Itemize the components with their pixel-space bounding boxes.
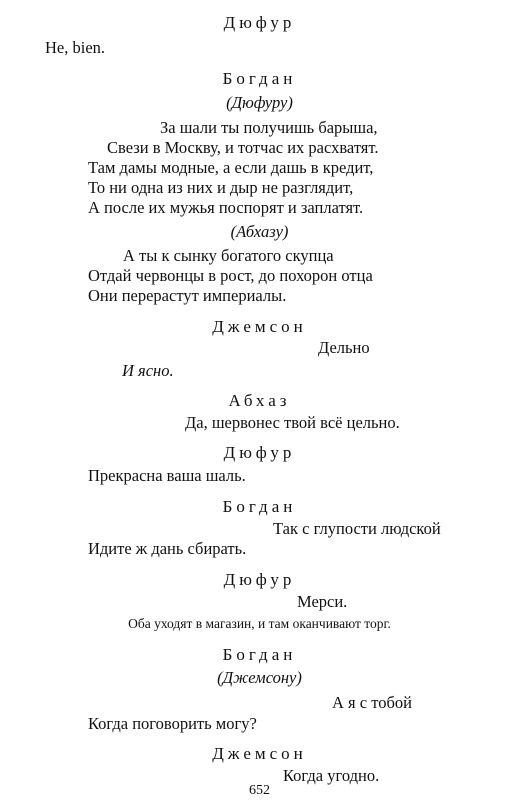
verse-line: Так с глупости людской — [273, 519, 441, 538]
verse-line: А я с тобой — [332, 693, 412, 712]
speaker-name: Богдан — [222, 645, 297, 664]
dialogue-line: Когда угодно. — [283, 766, 380, 785]
stage-direction: (Дюфуру) — [226, 93, 293, 112]
stage-direction: (Абхазу) — [230, 222, 289, 241]
dialogue-line: Да, шервонес твой всё цельно. — [185, 413, 400, 432]
speaker-name: Дюфур — [223, 13, 296, 32]
speaker-name: Богдан — [222, 69, 297, 88]
verse-line: А ты к сынку богатого скупца — [123, 246, 334, 265]
speaker-name: Богдан — [222, 497, 297, 516]
dialogue-line: Прекрасна ваша шаль. — [88, 466, 246, 485]
speaker-name: Абхаз — [228, 391, 291, 410]
speaker-name: Дюфур — [223, 570, 296, 589]
verse-line: Когда поговорить могу? — [88, 714, 257, 733]
stage-direction: Оба уходят в магазин, и там оканчивают торг. — [128, 616, 391, 631]
verse-line: То ни одна из них и дыр не разглядит, — [88, 178, 354, 197]
dialogue-line: Дельно — [318, 338, 370, 357]
speaker-name: Джемсон — [212, 744, 307, 763]
verse-line: За шали ты получишь барыша, — [160, 118, 378, 137]
verse-line: Отдай червонцы в рост, до похорон отца — [88, 266, 373, 285]
dialogue-line: Не, bien. — [45, 38, 106, 57]
verse-line: А после их мужья поспорят и заплатят. — [88, 198, 364, 217]
stage-direction: (Джемсону) — [217, 668, 302, 687]
verse-line: Идите ж дань сбирать. — [88, 539, 247, 558]
verse-line: Свези в Москву, и тотчас их расхватят. — [107, 138, 379, 157]
dialogue-line: Мерси. — [297, 592, 348, 611]
speaker-name: Джемсон — [212, 317, 307, 336]
speaker-name: Дюфур — [223, 443, 296, 462]
verse-line: Они перерастут империалы. — [88, 286, 287, 305]
page-number: 652 — [249, 783, 270, 798]
dialogue-line: И ясно. — [122, 361, 174, 380]
verse-line: Там дамы модные, а если дашь в кредит, — [88, 158, 374, 177]
